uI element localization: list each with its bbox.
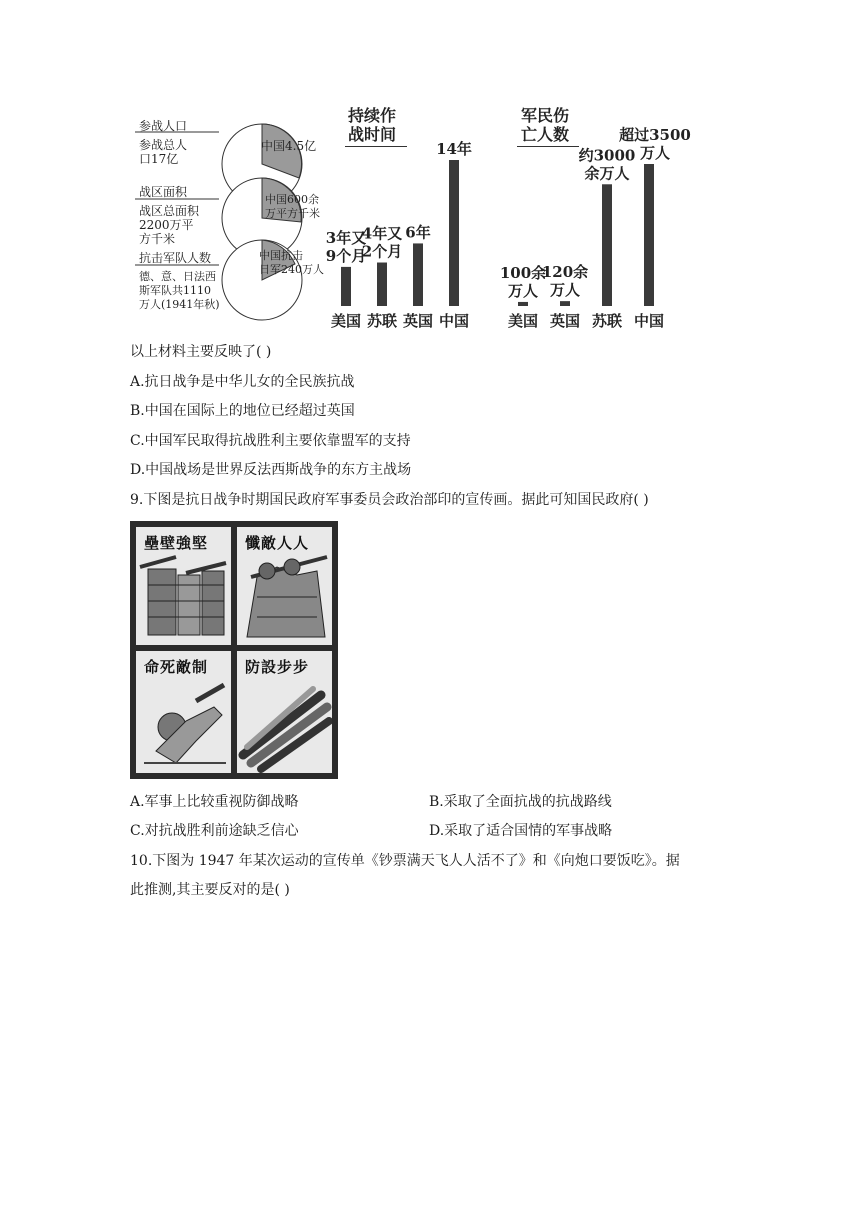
q8-stem: 以上材料主要反映了( ) xyxy=(130,344,272,360)
casualty-title-line2: 亡人数 xyxy=(521,125,570,144)
propaganda-poster xyxy=(130,521,338,779)
soldier-attack-illustration xyxy=(136,651,231,773)
poster-panel-1 xyxy=(136,527,231,645)
troops-desc-line2: 斯军队共1110 xyxy=(139,284,211,297)
bar-英国 xyxy=(560,301,570,306)
category-label: 美国 xyxy=(330,312,362,330)
duration-title-line2: 战时间 xyxy=(348,125,397,144)
bar-美国 xyxy=(341,267,351,306)
area-label: 战区面积 xyxy=(139,185,188,199)
category-label: 苏联 xyxy=(591,312,623,330)
q8-option-c[interactable]: C.中国军民取得抗战胜利主要依靠盟军的支持 xyxy=(130,433,411,449)
q9-option-b[interactable]: B.采取了全面抗战的抗战路线 xyxy=(429,794,612,810)
troops-desc xyxy=(139,270,220,312)
q9-stem: 9.下图是抗日战争时期国民政府军事委员会政治部印的宣传画。据此可知国民政府( ) xyxy=(130,492,649,508)
value-label: 万人 xyxy=(639,144,671,162)
poster-panel-3 xyxy=(136,651,231,773)
q8-option-b[interactable]: B.中国在国际上的地位已经超过英国 xyxy=(130,403,355,419)
value-label: 9个月 xyxy=(325,246,367,265)
value-label: 万人 xyxy=(549,281,581,300)
poster-panel-1-title: 壘壁強堅 xyxy=(144,534,209,552)
area-desc-line1: 战区总面积 xyxy=(139,204,200,218)
area-china xyxy=(265,193,320,221)
value-label: 约3000 xyxy=(578,146,636,165)
bar-苏联 xyxy=(602,184,612,306)
value-label: 120余 xyxy=(541,263,589,282)
q9-option-a[interactable]: A.军事上比较重视防御战略 xyxy=(130,794,299,810)
troops-desc-line3: 万人(1941年秋) xyxy=(139,298,220,311)
value-label: 万人 xyxy=(507,281,539,300)
poster-panel-2-title: 懺敵人人 xyxy=(245,534,310,552)
soldiers-illustration xyxy=(237,527,332,645)
poster-panel-2 xyxy=(237,527,332,645)
fortress-illustration xyxy=(136,527,231,645)
value-label: 2个月 xyxy=(361,242,403,261)
cannons-illustration xyxy=(237,651,332,773)
bar-苏联 xyxy=(377,263,387,306)
value-label: 超过3500 xyxy=(619,126,691,144)
poster-panel-4 xyxy=(237,651,332,773)
value-label: 100余 xyxy=(500,263,547,282)
troops-china xyxy=(259,249,324,277)
population-desc xyxy=(139,138,187,166)
value-label: 4年又 xyxy=(361,224,403,243)
population-china: 中国4.5亿 xyxy=(261,139,317,153)
area-china-line2: 万平方千米 xyxy=(265,207,320,220)
q10-stem-line1: 10.下图为 1947 年某次运动的宣传单《钞票满天飞人人活不了》和《向炮口要饭吃》。据 xyxy=(130,853,680,869)
bar-美国 xyxy=(518,302,528,306)
duration-bar-chart xyxy=(320,110,480,332)
troops-china-line1: 中国抗击 xyxy=(259,249,303,262)
troops-china-line2: 日军240万人 xyxy=(259,263,324,276)
bar-中国 xyxy=(644,164,654,306)
category-label: 中国 xyxy=(633,312,665,330)
duration-title-line1: 持续作 xyxy=(348,106,397,125)
population-desc-line1: 参战总人 xyxy=(139,138,188,152)
q8-option-a[interactable]: A.抗日战争是中华儿女的全民族抗战 xyxy=(130,374,355,390)
troops-desc-line1: 德、意、日法西 xyxy=(139,270,216,283)
q9-option-d[interactable]: D.采取了适合国情的军事战略 xyxy=(429,823,613,839)
category-label: 英国 xyxy=(402,312,434,330)
category-label: 苏联 xyxy=(366,312,398,330)
bar-中国 xyxy=(449,160,459,306)
population-label: 参战人口 xyxy=(139,119,188,133)
q10-stem-line2: 此推测,其主要反对的是( ) xyxy=(130,882,290,898)
value-label: 14年 xyxy=(436,140,472,158)
category-label: 美国 xyxy=(507,312,539,330)
area-desc-line2: 2200万平 xyxy=(139,218,194,232)
poster-panel-3-title: 命死敵制 xyxy=(144,658,209,676)
value-label: 余万人 xyxy=(584,164,630,183)
population-desc-line2: 口17亿 xyxy=(139,152,179,166)
troops-label: 抗击军队人数 xyxy=(139,251,212,265)
bar-英国 xyxy=(413,243,423,306)
q9-option-c[interactable]: C.对抗战胜利前途缺乏信心 xyxy=(130,823,299,839)
casualty-title-line1: 军民伤 xyxy=(521,106,570,125)
area-desc xyxy=(139,204,199,246)
area-desc-line3: 方千米 xyxy=(139,232,176,246)
q8-option-d[interactable]: D.中国战场是世界反法西斯战争的东方主战场 xyxy=(130,462,412,478)
category-label: 中国 xyxy=(438,312,470,330)
category-label: 英国 xyxy=(549,312,581,330)
casualty-bar-chart xyxy=(500,110,700,332)
value-label: 3年又 xyxy=(325,228,367,247)
poster-panel-4-title: 防設步步 xyxy=(245,658,310,676)
value-label: 6年 xyxy=(405,223,431,242)
statistics-figure xyxy=(135,106,705,332)
area-china-line1: 中国600余 xyxy=(265,193,319,206)
